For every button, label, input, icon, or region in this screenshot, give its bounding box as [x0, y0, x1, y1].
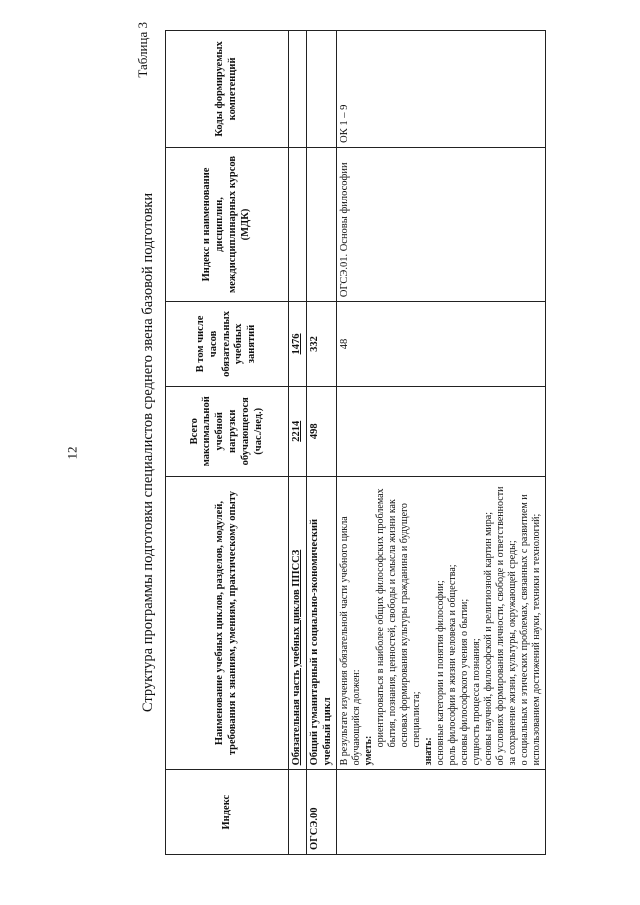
cell-name: Обязательная часть учебных циклов ППССЗ: [289, 476, 307, 770]
cell-index: [289, 770, 307, 855]
know-label: знать:: [423, 737, 435, 766]
cell-codes: [306, 31, 337, 148]
structure-table: [165, 30, 546, 855]
list-item: основы философского учения о бытии;: [459, 598, 471, 766]
cell-requirements: [337, 476, 546, 770]
cell-name: Общий гуманитарный и социально-экономический учебный цикл: [306, 476, 337, 770]
cell-required: 332: [306, 302, 337, 387]
requirements-intro: В результате изучения обязательной части учебного цикла обучающийся должен:: [339, 516, 363, 766]
list-item: сущность процесса познания;: [471, 638, 483, 766]
list-item: основы научной, философской и религиозной картин мира;: [483, 512, 495, 766]
header-disciplines: Индекс и наименование дисциплин, междисциплинарных курсов (МДК): [166, 147, 289, 301]
list-item: об условиях формирования личности, свободе и ответственности за сохранение жизни, культуры, окружающей среды;: [495, 486, 519, 766]
cell-required: 48: [337, 302, 546, 387]
cell-codes: ОК 1 – 9: [337, 31, 546, 148]
cell-total: 498: [306, 386, 337, 476]
cell-total: [337, 386, 546, 476]
table-row: [306, 31, 337, 855]
table-label: Таблица 3: [135, 22, 150, 78]
list-item: о социальных и этических проблемах, связанных с развитием и использованием достижений науки, техники и технологий;: [519, 494, 543, 766]
cell-required: 1476: [289, 302, 307, 387]
cell-disciplines: ОГСЭ.01. Основы философии: [337, 147, 546, 301]
header-competence-codes: Коды формируемых компетенций: [166, 31, 289, 148]
table-row: [337, 31, 546, 855]
cell-disciplines: [306, 147, 337, 301]
header-name: Наименование учебных циклов, разделов, модулей, требования к знаниям, умениям, практическому опыту: [166, 476, 289, 770]
list-item: ориентироваться в наиболее общих философских проблемах бытия, познания, ценностей, свободы и смысла жизни как основах формирования культуры гражданина и будущего специалиста;: [375, 488, 423, 748]
cell-index: ОГСЭ.00: [306, 770, 337, 855]
header-index: Индекс: [166, 770, 289, 855]
rotated-page-content: [135, 0, 640, 905]
page-number: 12: [64, 446, 80, 460]
document-title: Структура программы подготовки специалистов среднего звена базовой подготовки: [140, 192, 156, 713]
table-row: [289, 31, 307, 855]
header-row: [166, 31, 289, 855]
header-total-load: Всего максимальной учебной нагрузки обучающегося (час./нед.): [166, 386, 289, 476]
cell-index: [337, 770, 546, 855]
can-label: уметь:: [363, 735, 375, 766]
cell-disciplines: [289, 147, 307, 301]
cell-codes: [289, 31, 307, 148]
cell-total: 2214: [289, 386, 307, 476]
header-required-hours: В том числе часов обязательных учебных занятий: [166, 302, 289, 387]
list-item: роль философии в жизни человека и общества;: [447, 564, 459, 766]
list-item: основные категории и понятия философии;: [435, 580, 447, 766]
